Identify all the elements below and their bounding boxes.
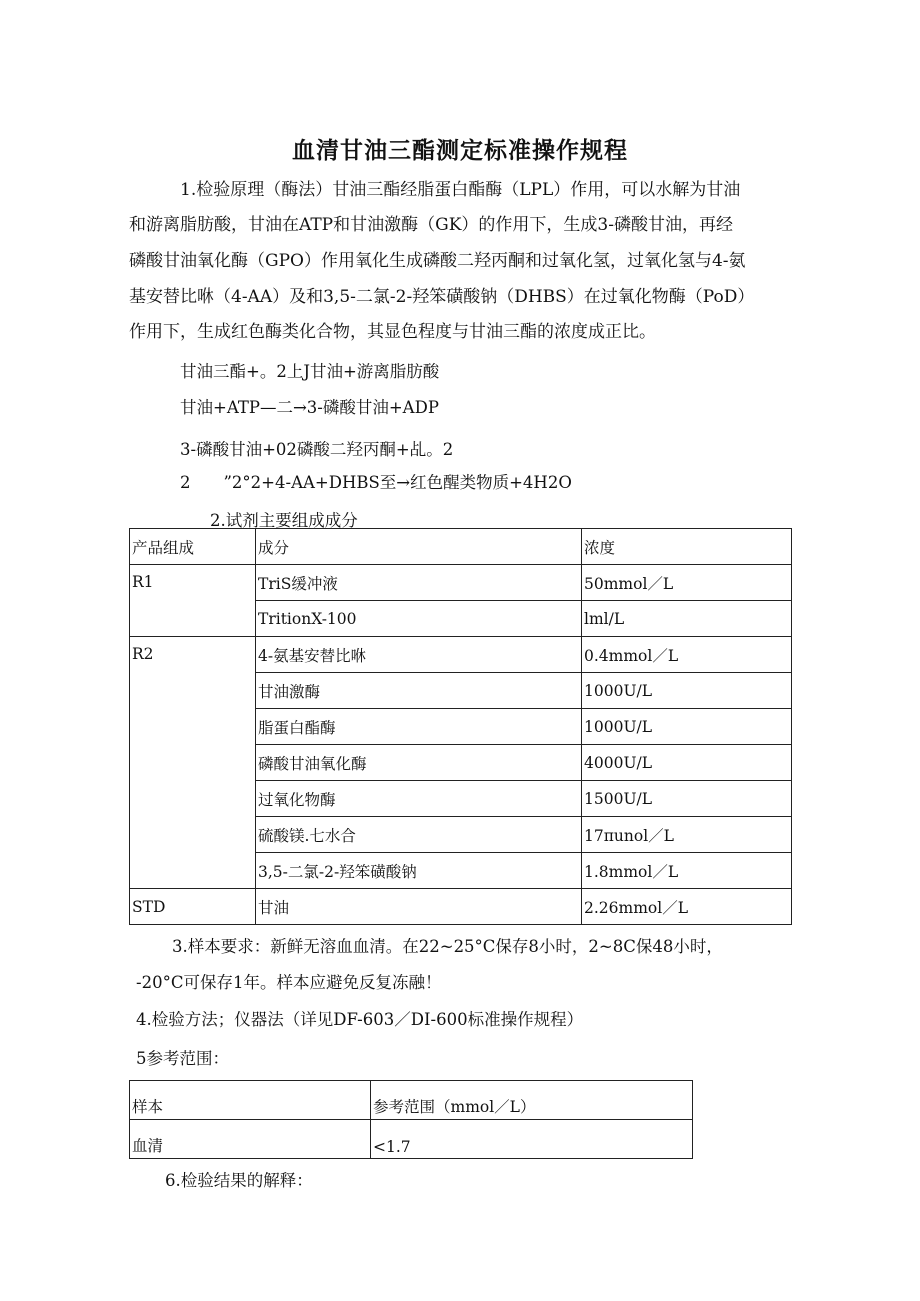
product-group-cell: R1 bbox=[130, 565, 256, 637]
interpretation-heading: 6.检验结果的解释： bbox=[165, 1171, 313, 1190]
concentration-cell: 1000U/L bbox=[582, 673, 792, 709]
component-cell: 过氧化物酶 bbox=[256, 781, 582, 817]
table-header-row bbox=[130, 1081, 693, 1120]
reagents-heading: 2.试剂主要组成成分 bbox=[210, 511, 358, 530]
table-row bbox=[130, 889, 792, 925]
concentration-cell: 4000U/L bbox=[582, 745, 792, 781]
table-row bbox=[130, 1120, 693, 1159]
concentration-cell: 50mmol／L bbox=[582, 565, 792, 601]
principle-line-5: 作用下，生成红色酶类化合物，其显色程度与甘油三酯的浓度成正比。 bbox=[129, 322, 656, 342]
component-cell: 脂蛋白酯酶 bbox=[256, 709, 582, 745]
column-header: 参考范围（mmol／L） bbox=[371, 1081, 693, 1120]
component-cell: 甘油激酶 bbox=[256, 673, 582, 709]
column-header: 浓度 bbox=[582, 529, 792, 565]
concentration-cell: 1000U/L bbox=[582, 709, 792, 745]
reaction-4: 2 ”2°2+4-AA+DHBS⾄→红色醒类物质+4H2O bbox=[180, 473, 572, 492]
concentration-cell: 17πunol／L bbox=[582, 817, 792, 853]
column-header: 样本 bbox=[130, 1081, 371, 1120]
component-cell: 甘油 bbox=[256, 889, 582, 925]
reagent-table bbox=[129, 528, 792, 925]
sample-cell: 血清 bbox=[130, 1120, 371, 1159]
component-cell: 3,5-二氯-2-羟笨磺酸钠 bbox=[256, 853, 582, 889]
component-cell: 磷酸甘油氧化酶 bbox=[256, 745, 582, 781]
range-cell: <1.7 bbox=[371, 1120, 693, 1159]
concentration-cell: lml/L bbox=[582, 601, 792, 637]
sample-requirements-line-1: 3.样本要求：新鲜无溶血血清。在22~25°C保存8小时，2~8C保48小时， bbox=[172, 937, 723, 956]
component-cell: 硫酸镁.七水合 bbox=[256, 817, 582, 853]
method-line: 4.检验方法；仪器法（详见DF-603／DI-600标准操作规程） bbox=[136, 1010, 584, 1029]
reference-heading: 5参考范围： bbox=[136, 1049, 229, 1068]
concentration-cell: 0.4mmol／L bbox=[582, 637, 792, 673]
component-cell: TritionX-100 bbox=[256, 601, 582, 637]
principle-line-4: 基安替比咻（4-AA）及和3,5-二氯-2-羟笨磺酸钠（DHBS）在过氧化物酶（PoD） bbox=[129, 287, 755, 307]
component-cell: TriS缓冲液 bbox=[256, 565, 582, 601]
column-header: 成分 bbox=[256, 529, 582, 565]
reaction-1: 甘油三酯+。2上J甘油+游离脂肪酸 bbox=[180, 362, 440, 381]
reaction-2: 甘油+ATP—二→3-磷酸甘油+ADP bbox=[180, 398, 439, 417]
concentration-cell: 1.8mmol／L bbox=[582, 853, 792, 889]
table-header-row bbox=[130, 529, 792, 565]
component-cell: 4-氨基安替比咻 bbox=[256, 637, 582, 673]
table-row bbox=[130, 637, 792, 673]
reaction-3: 3-磷酸甘油+02磷酸二羟丙酮+乩。2 bbox=[180, 440, 454, 459]
principle-line-2: 和游离脂肪酸，甘油在ATP和甘油激酶（GK）的作用下，生成3-磷酸甘油，再经 bbox=[129, 215, 733, 235]
product-group-cell: STD bbox=[130, 889, 256, 925]
table-row bbox=[130, 565, 792, 601]
reference-range-table bbox=[129, 1080, 693, 1159]
column-header: 产品组成 bbox=[130, 529, 256, 565]
page-title: 血清甘油三酯测定标准操作规程 bbox=[292, 138, 628, 164]
sample-requirements-line-2: -20°C可保存1年。样本应避免反复冻融！ bbox=[136, 973, 442, 992]
product-group-cell: R2 bbox=[130, 637, 256, 889]
concentration-cell: 1500U/L bbox=[582, 781, 792, 817]
principle-line-1: 1.检验原理（酶法）甘油三酯经脂蛋白酯酶（LPL）作用，可以水解为甘油 bbox=[180, 180, 741, 200]
principle-line-3: 磷酸甘油氧化酶（GPO）作用氧化生成磷酸二羟丙酮和过氧化氢，过氧化氢与4-氨 bbox=[129, 251, 746, 271]
concentration-cell: 2.26mmol／L bbox=[582, 889, 792, 925]
